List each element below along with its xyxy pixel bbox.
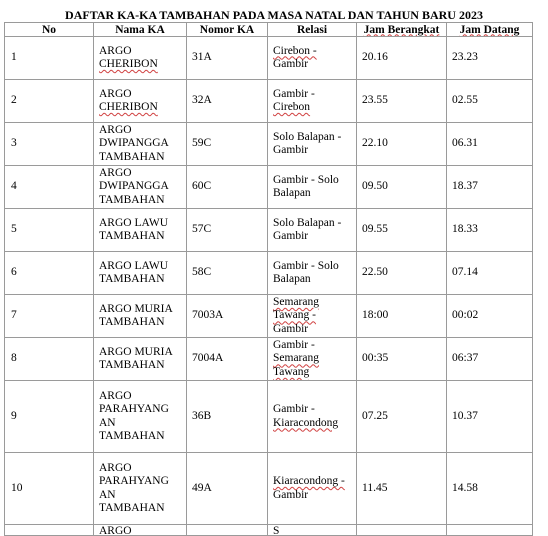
cell-no <box>5 295 94 338</box>
cell-jam-datang-line: 07.14 <box>452 266 478 279</box>
cell-nama-ka <box>94 295 187 338</box>
cell-nama-ka-line: ARGO LAWU <box>99 216 169 229</box>
cell-nomor-ka-line: 7004A <box>192 352 224 365</box>
cell-nama-ka-line: ARGO MURIA <box>99 302 173 315</box>
cell-nomor-ka-line: 31A <box>192 51 212 64</box>
cell-relasi <box>268 209 357 252</box>
cell-relasi-line: Gambir - <box>273 403 315 415</box>
cell-nomor-ka <box>187 166 268 209</box>
cell-no-line: 6 <box>11 266 17 279</box>
cell-nama-ka <box>94 338 187 381</box>
header-nomor-ka: Nomor KA <box>187 23 268 37</box>
cell-no <box>5 123 94 166</box>
header-no: No <box>5 23 94 37</box>
cell-relasi <box>268 37 357 80</box>
cell-relasi-line: Gambir - Solo <box>273 259 339 272</box>
cell-nama-ka-line: TAMBAHAN <box>99 430 165 442</box>
cell-no <box>5 338 94 381</box>
table-row <box>5 295 533 338</box>
cell-nomor-ka <box>187 209 268 252</box>
cell-nama-ka-line: AN <box>99 416 116 429</box>
cell-no <box>5 381 94 453</box>
cell-no <box>5 252 94 295</box>
cell-nama-ka-line: DWIPANGGA <box>99 137 169 150</box>
cell-jam-datang <box>447 209 533 252</box>
header-jam-datang: Jam Datang <box>447 23 533 37</box>
cell-relasi-line: Balapan <box>273 187 311 199</box>
cell-jam-datang-line: 06:37 <box>452 352 479 365</box>
cell-nomor-ka <box>187 453 268 525</box>
table-row <box>5 453 533 525</box>
cell-jam-datang <box>447 37 533 80</box>
cell-no-line: 1 <box>11 51 17 64</box>
cell-jam-berangkat-line: 22.50 <box>362 266 388 279</box>
cell-jam-datang-line: 06.31 <box>452 137 478 150</box>
cell-jam-berangkat <box>357 209 447 252</box>
cell-nomor-ka-line: 60C <box>192 180 212 193</box>
cell-jam-berangkat <box>357 453 447 525</box>
cell-nama-ka-line: TAMBAHAN <box>99 273 165 285</box>
cell-nomor-ka <box>187 37 268 80</box>
cell-nomor-ka <box>187 252 268 295</box>
cell-nama-ka-line: CHERIBON <box>99 58 158 70</box>
cell-nomor-ka-line: 7003A <box>192 309 224 322</box>
cell-relasi <box>268 338 357 381</box>
train-schedule-table <box>4 22 533 536</box>
table-row <box>5 80 533 123</box>
cell-nama-ka-line: TAMBAHAN <box>99 230 165 242</box>
cell-jam-berangkat-line: 09.55 <box>362 223 388 236</box>
cell-relasi-line: Tawang <box>273 365 310 378</box>
header-relasi: Relasi <box>268 23 357 37</box>
cell-jam-datang <box>447 453 533 525</box>
cell-partial: S <box>268 525 357 536</box>
cell-jam-datang <box>447 381 533 453</box>
cell-nama-ka-line: TAMBAHAN <box>99 316 165 328</box>
cell-relasi-line: Balapan <box>273 273 311 285</box>
cell-nama-ka <box>94 166 187 209</box>
cell-nomor-ka <box>187 123 268 166</box>
cell-jam-berangkat <box>357 166 447 209</box>
cell-no <box>5 453 94 525</box>
table-row <box>5 338 533 381</box>
table-row <box>5 209 533 252</box>
table-row-partial <box>5 525 533 536</box>
cell-relasi-line: Gambir <box>273 58 309 70</box>
cell-jam-datang <box>447 338 533 381</box>
cell-relasi-line: Tawang - <box>273 309 316 322</box>
cell-jam-datang <box>447 123 533 166</box>
cell-jam-datang <box>447 166 533 209</box>
cell-relasi <box>268 80 357 123</box>
cell-no <box>5 37 94 80</box>
cell-relasi-line: Gambir <box>273 230 309 242</box>
cell-relasi <box>268 381 357 453</box>
cell-jam-berangkat-line: 00:35 <box>362 352 389 365</box>
cell-nama-ka-line: PARAHYANG <box>99 403 169 415</box>
cell-jam-berangkat-line: 23.55 <box>362 94 388 107</box>
cell-nomor-ka-line: 32A <box>192 94 212 107</box>
cell-no-line: 2 <box>11 94 17 107</box>
cell-relasi-line: Semarang <box>273 295 319 308</box>
cell-jam-datang <box>447 80 533 123</box>
cell-nama-ka <box>94 381 187 453</box>
cell-relasi-line: Solo Balapan - <box>273 130 342 143</box>
cell-jam-datang <box>447 295 533 338</box>
cell-nama-ka-line: AN <box>99 488 116 501</box>
cell-relasi-line: Kiaracondong - <box>273 475 345 487</box>
cell-jam-datang-line: 14.58 <box>452 481 478 494</box>
cell-no <box>5 80 94 123</box>
cell-nama-ka-line: ARGO <box>99 123 132 136</box>
cell-partial <box>5 525 94 536</box>
cell-no-line: 9 <box>11 409 17 422</box>
cell-nomor-ka-line: 58C <box>192 266 212 279</box>
cell-no-line: 7 <box>11 309 17 322</box>
table-header-row <box>5 23 533 37</box>
cell-relasi-line: Gambir - <box>273 87 315 100</box>
cell-nomor-ka-line: 59C <box>192 137 212 150</box>
cell-no <box>5 166 94 209</box>
cell-jam-berangkat-line: 11.45 <box>362 481 388 494</box>
cell-jam-berangkat <box>357 295 447 338</box>
cell-no-line: 10 <box>11 481 23 494</box>
table-row <box>5 37 533 80</box>
cell-no-line: 5 <box>11 223 17 236</box>
cell-relasi <box>268 295 357 338</box>
cell-nomor-ka <box>187 338 268 381</box>
page-title: DAFTAR KA-KA TAMBAHAN PADA MASA NATAL DAN TAHUN BARU 2023 <box>65 8 483 22</box>
cell-partial <box>187 525 268 536</box>
table-row <box>5 166 533 209</box>
cell-relasi-line: Gambir - Solo <box>273 173 339 186</box>
table-row <box>5 123 533 166</box>
cell-nama-ka-line: ARGO <box>99 461 132 474</box>
cell-nama-ka-line: CHERIBON <box>99 101 158 113</box>
cell-relasi-line: Solo Balapan - <box>273 216 342 229</box>
cell-nama-ka-line: TAMBAHAN <box>99 193 165 206</box>
cell-nomor-ka-line: 49A <box>192 481 212 494</box>
cell-nama-ka <box>94 453 187 525</box>
cell-jam-datang-line: 18.33 <box>452 223 478 236</box>
cell-nomor-ka-line: 36B <box>192 409 212 422</box>
cell-nama-ka <box>94 123 187 166</box>
cell-no-line: 4 <box>11 180 17 193</box>
cell-no-line: 3 <box>11 137 17 150</box>
cell-jam-berangkat <box>357 381 447 453</box>
cell-relasi-line: Gambir <box>273 322 309 335</box>
cell-nama-ka-line: ARGO <box>99 166 132 179</box>
cell-jam-datang-line: 02.55 <box>452 94 478 107</box>
cell-partial <box>447 525 533 536</box>
cell-jam-berangkat <box>357 80 447 123</box>
table-row <box>5 381 533 453</box>
cell-jam-datang-line: 00:02 <box>452 309 479 322</box>
cell-nama-ka-line: ARGO MURIA <box>99 345 173 358</box>
cell-nomor-ka-line: 57C <box>192 223 212 236</box>
cell-jam-datang-line: 10.37 <box>452 409 478 422</box>
cell-jam-berangkat <box>357 338 447 381</box>
cell-nama-ka-line: TAMBAHAN <box>99 502 165 514</box>
cell-nama-ka-line: ARGO LAWU <box>99 259 169 272</box>
cell-relasi-line: Gambir <box>273 144 309 156</box>
cell-nama-ka-line: PARAHYANG <box>99 475 169 487</box>
cell-nomor-ka <box>187 80 268 123</box>
header-nama-ka: Nama KA <box>94 23 187 37</box>
cell-nama-ka-line: ARGO <box>99 44 132 57</box>
cell-partial <box>357 525 447 536</box>
cell-relasi <box>268 252 357 295</box>
cell-jam-berangkat <box>357 37 447 80</box>
cell-no <box>5 209 94 252</box>
cell-jam-berangkat-line: 07.25 <box>362 409 388 422</box>
cell-nama-ka <box>94 80 187 123</box>
cell-jam-berangkat-line: 20.16 <box>362 51 388 64</box>
cell-jam-datang-line: 23.23 <box>452 51 478 64</box>
cell-jam-datang <box>447 252 533 295</box>
cell-relasi-line: Gambir - <box>273 338 315 351</box>
cell-jam-datang-line: 18.37 <box>452 180 478 193</box>
cell-relasi-line: Cirebon - <box>273 44 317 57</box>
cell-nomor-ka <box>187 295 268 338</box>
cell-nama-ka <box>94 209 187 252</box>
cell-relasi <box>268 123 357 166</box>
cell-jam-berangkat-line: 09.50 <box>362 180 388 193</box>
cell-relasi <box>268 453 357 525</box>
cell-jam-berangkat-line: 22.10 <box>362 137 388 150</box>
cell-no-line: 8 <box>11 352 17 365</box>
cell-jam-berangkat <box>357 252 447 295</box>
cell-relasi <box>268 166 357 209</box>
cell-relasi-line: Gambir <box>273 488 309 501</box>
cell-nama-ka-line: TAMBAHAN <box>99 150 165 163</box>
cell-nama-ka <box>94 37 187 80</box>
cell-jam-berangkat-line: 18:00 <box>362 309 389 322</box>
cell-jam-berangkat <box>357 123 447 166</box>
cell-relasi-line: Semarang <box>273 352 319 365</box>
cell-nama-ka <box>94 252 187 295</box>
cell-nama-ka-line: ARGO <box>99 87 132 100</box>
table-row <box>5 252 533 295</box>
cell-relasi-line: Cirebon <box>273 101 311 113</box>
cell-nomor-ka <box>187 381 268 453</box>
header-jam-berangkat: Jam Berangkat <box>357 23 447 37</box>
cell-nama-ka-line: TAMBAHAN <box>99 359 165 371</box>
cell-nama-ka-line: ARGO <box>99 389 132 402</box>
cell-relasi-line: Kiaracondong <box>273 416 339 429</box>
cell-partial: ARGO <box>94 525 187 536</box>
cell-nama-ka-line: DWIPANGGA <box>99 180 169 193</box>
